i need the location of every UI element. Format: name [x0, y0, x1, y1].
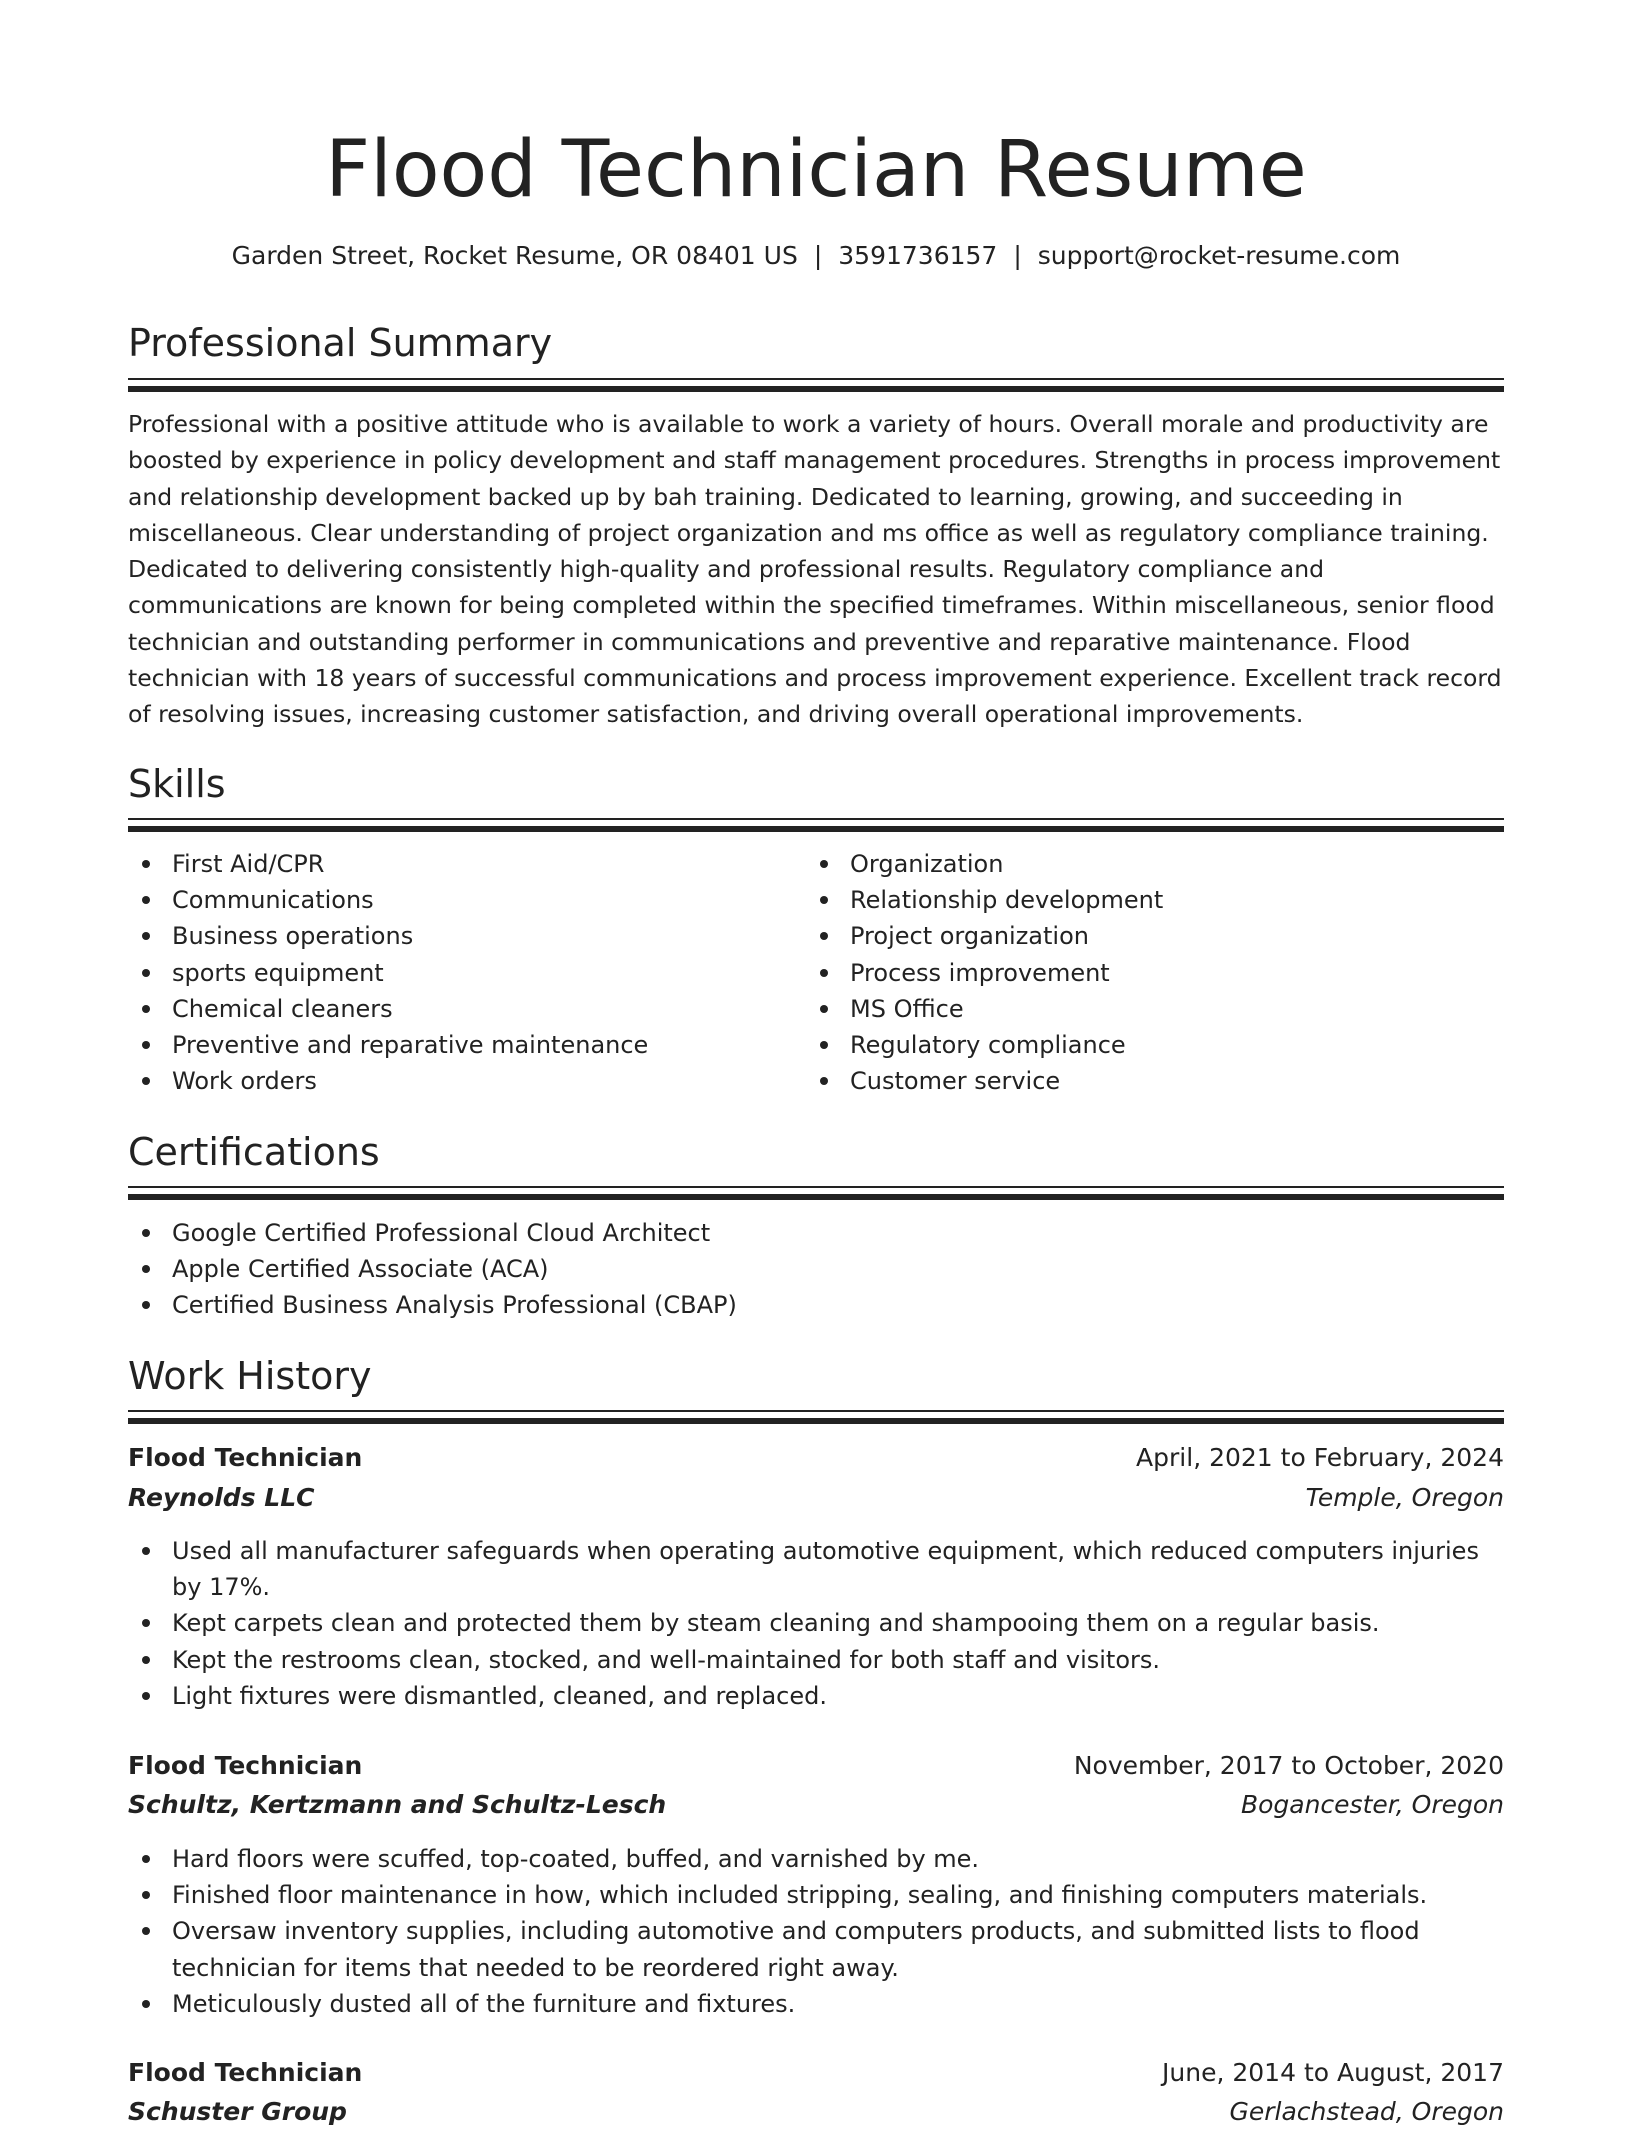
job-duties-list [128, 1841, 1504, 2022]
job-company: Reynolds LLC [128, 1483, 315, 1512]
job-duties-list [128, 1533, 1504, 1714]
skill-item: Relationship development [806, 882, 1504, 918]
summary-text: Professional with a positive attitude who is available to work a variety of hours. Overall morale and productivity are boosted by experience in policy development and staff management procedures. Strengths in process improvement and relationship development backed up by bah training. Dedicated to learning, growing, and succeeding in miscellaneous. Clear understanding of project organization and ms office as well as regulatory compliance training. Dedicated to delivering consistently high-quality and professional results. Regulatory compliance and communications are known for being completed within the specified timeframes. Within miscellaneous, senior flood technician and outstanding performer in communications and preventive and reparative maintenance. Flood technician with 18 years of successful communications and process improvement experience. Excellent track record of resolving issues, increasing customer satisfaction, and driving overall operational improvements. [128, 410, 1502, 729]
skill-item: Communications [128, 882, 798, 918]
contact-separator: | [1013, 241, 1022, 270]
skill-item: Preventive and reparative maintenance [128, 1027, 798, 1063]
job-title: Flood Technician [128, 1443, 363, 1472]
job-duty-item: Meticulously dusted all of the furniture and fixtures. [128, 1986, 1504, 2022]
section-title-certifications: Certifications [128, 1130, 380, 1174]
certification-item: Google Certified Professional Cloud Architect [128, 1215, 1504, 1251]
contact-email: support@rocket-resume.com [1037, 241, 1401, 270]
section-divider [128, 1186, 1504, 1200]
section-divider [128, 1410, 1504, 1424]
job-duty-item: Kept carpets clean and protected them by steam cleaning and shampooing them on a regular basis. [128, 1605, 1504, 1641]
job-location: Bogancester, Oregon [1240, 1790, 1504, 1819]
section-divider [128, 818, 1504, 832]
contact-address: Garden Street, Rocket Resume, OR 08401 US [231, 241, 798, 270]
certification-item: Certified Business Analysis Professional (CBAP) [128, 1287, 1504, 1323]
job-duty-item: Used all manufacturer safeguards when operating automotive equipment, which reduced computers injuries by 17%. [128, 1533, 1504, 1605]
certification-item: Apple Certified Associate (ACA) [128, 1251, 1504, 1287]
job-duty-item: Light fixtures were dismantled, cleaned, and replaced. [128, 1678, 1504, 1714]
contact-separator: | [813, 241, 823, 270]
section-title-summary: Professional Summary [128, 321, 553, 365]
skill-item: Process improvement [806, 955, 1504, 991]
job-company: Schuster Group [128, 2097, 347, 2126]
skill-item: Customer service [806, 1063, 1504, 1099]
job-dates: June, 2014 to August, 2017 [1162, 2058, 1504, 2087]
section-divider [128, 378, 1504, 392]
job-title: Flood Technician [128, 1751, 363, 1780]
job-dates: April, 2021 to February, 2024 [1136, 1443, 1504, 1472]
skill-item: Project organization [806, 918, 1504, 954]
skill-item: First Aid/CPR [128, 846, 798, 882]
skill-item: Chemical cleaners [128, 991, 798, 1027]
job-location: Temple, Oregon [1305, 1483, 1504, 1512]
certifications-list [128, 1215, 1504, 1324]
skill-item: Work orders [128, 1063, 798, 1099]
job-duty-item: Oversaw inventory supplies, including automotive and computers products, and submitted lists to flood technician for items that needed to be reordered right away. [128, 1913, 1504, 1985]
skill-item: Regulatory compliance [806, 1027, 1504, 1063]
job-company: Schultz, Kertzmann and Schultz-Lesch [128, 1790, 667, 1819]
job-duty-item: Finished floor maintenance in how, which included stripping, sealing, and finishing computers materials. [128, 1877, 1504, 1913]
job-title: Flood Technician [128, 2058, 363, 2087]
job-dates: November, 2017 to October, 2020 [1073, 1751, 1504, 1780]
skill-item: sports equipment [128, 955, 798, 991]
section-title-skills: Skills [128, 762, 226, 806]
section-title-work-history: Work History [128, 1354, 372, 1398]
job-duty-item: Hard floors were scuffed, top-coated, buffed, and varnished by me. [128, 1841, 1504, 1877]
skills-list-left [128, 846, 798, 1099]
contact-phone: 3591736157 [838, 241, 998, 270]
resume-name: Flood Technician Resume [325, 125, 1307, 215]
skill-item: Organization [806, 846, 1504, 882]
job-duty-item: Kept the restrooms clean, stocked, and well-maintained for both staff and visitors. [128, 1642, 1504, 1678]
job-location: Gerlachstead, Oregon [1229, 2097, 1504, 2126]
skill-item: Business operations [128, 918, 798, 954]
skill-item: MS Office [806, 991, 1504, 1027]
skills-list-right [806, 846, 1504, 1099]
contact-line [128, 238, 1504, 274]
